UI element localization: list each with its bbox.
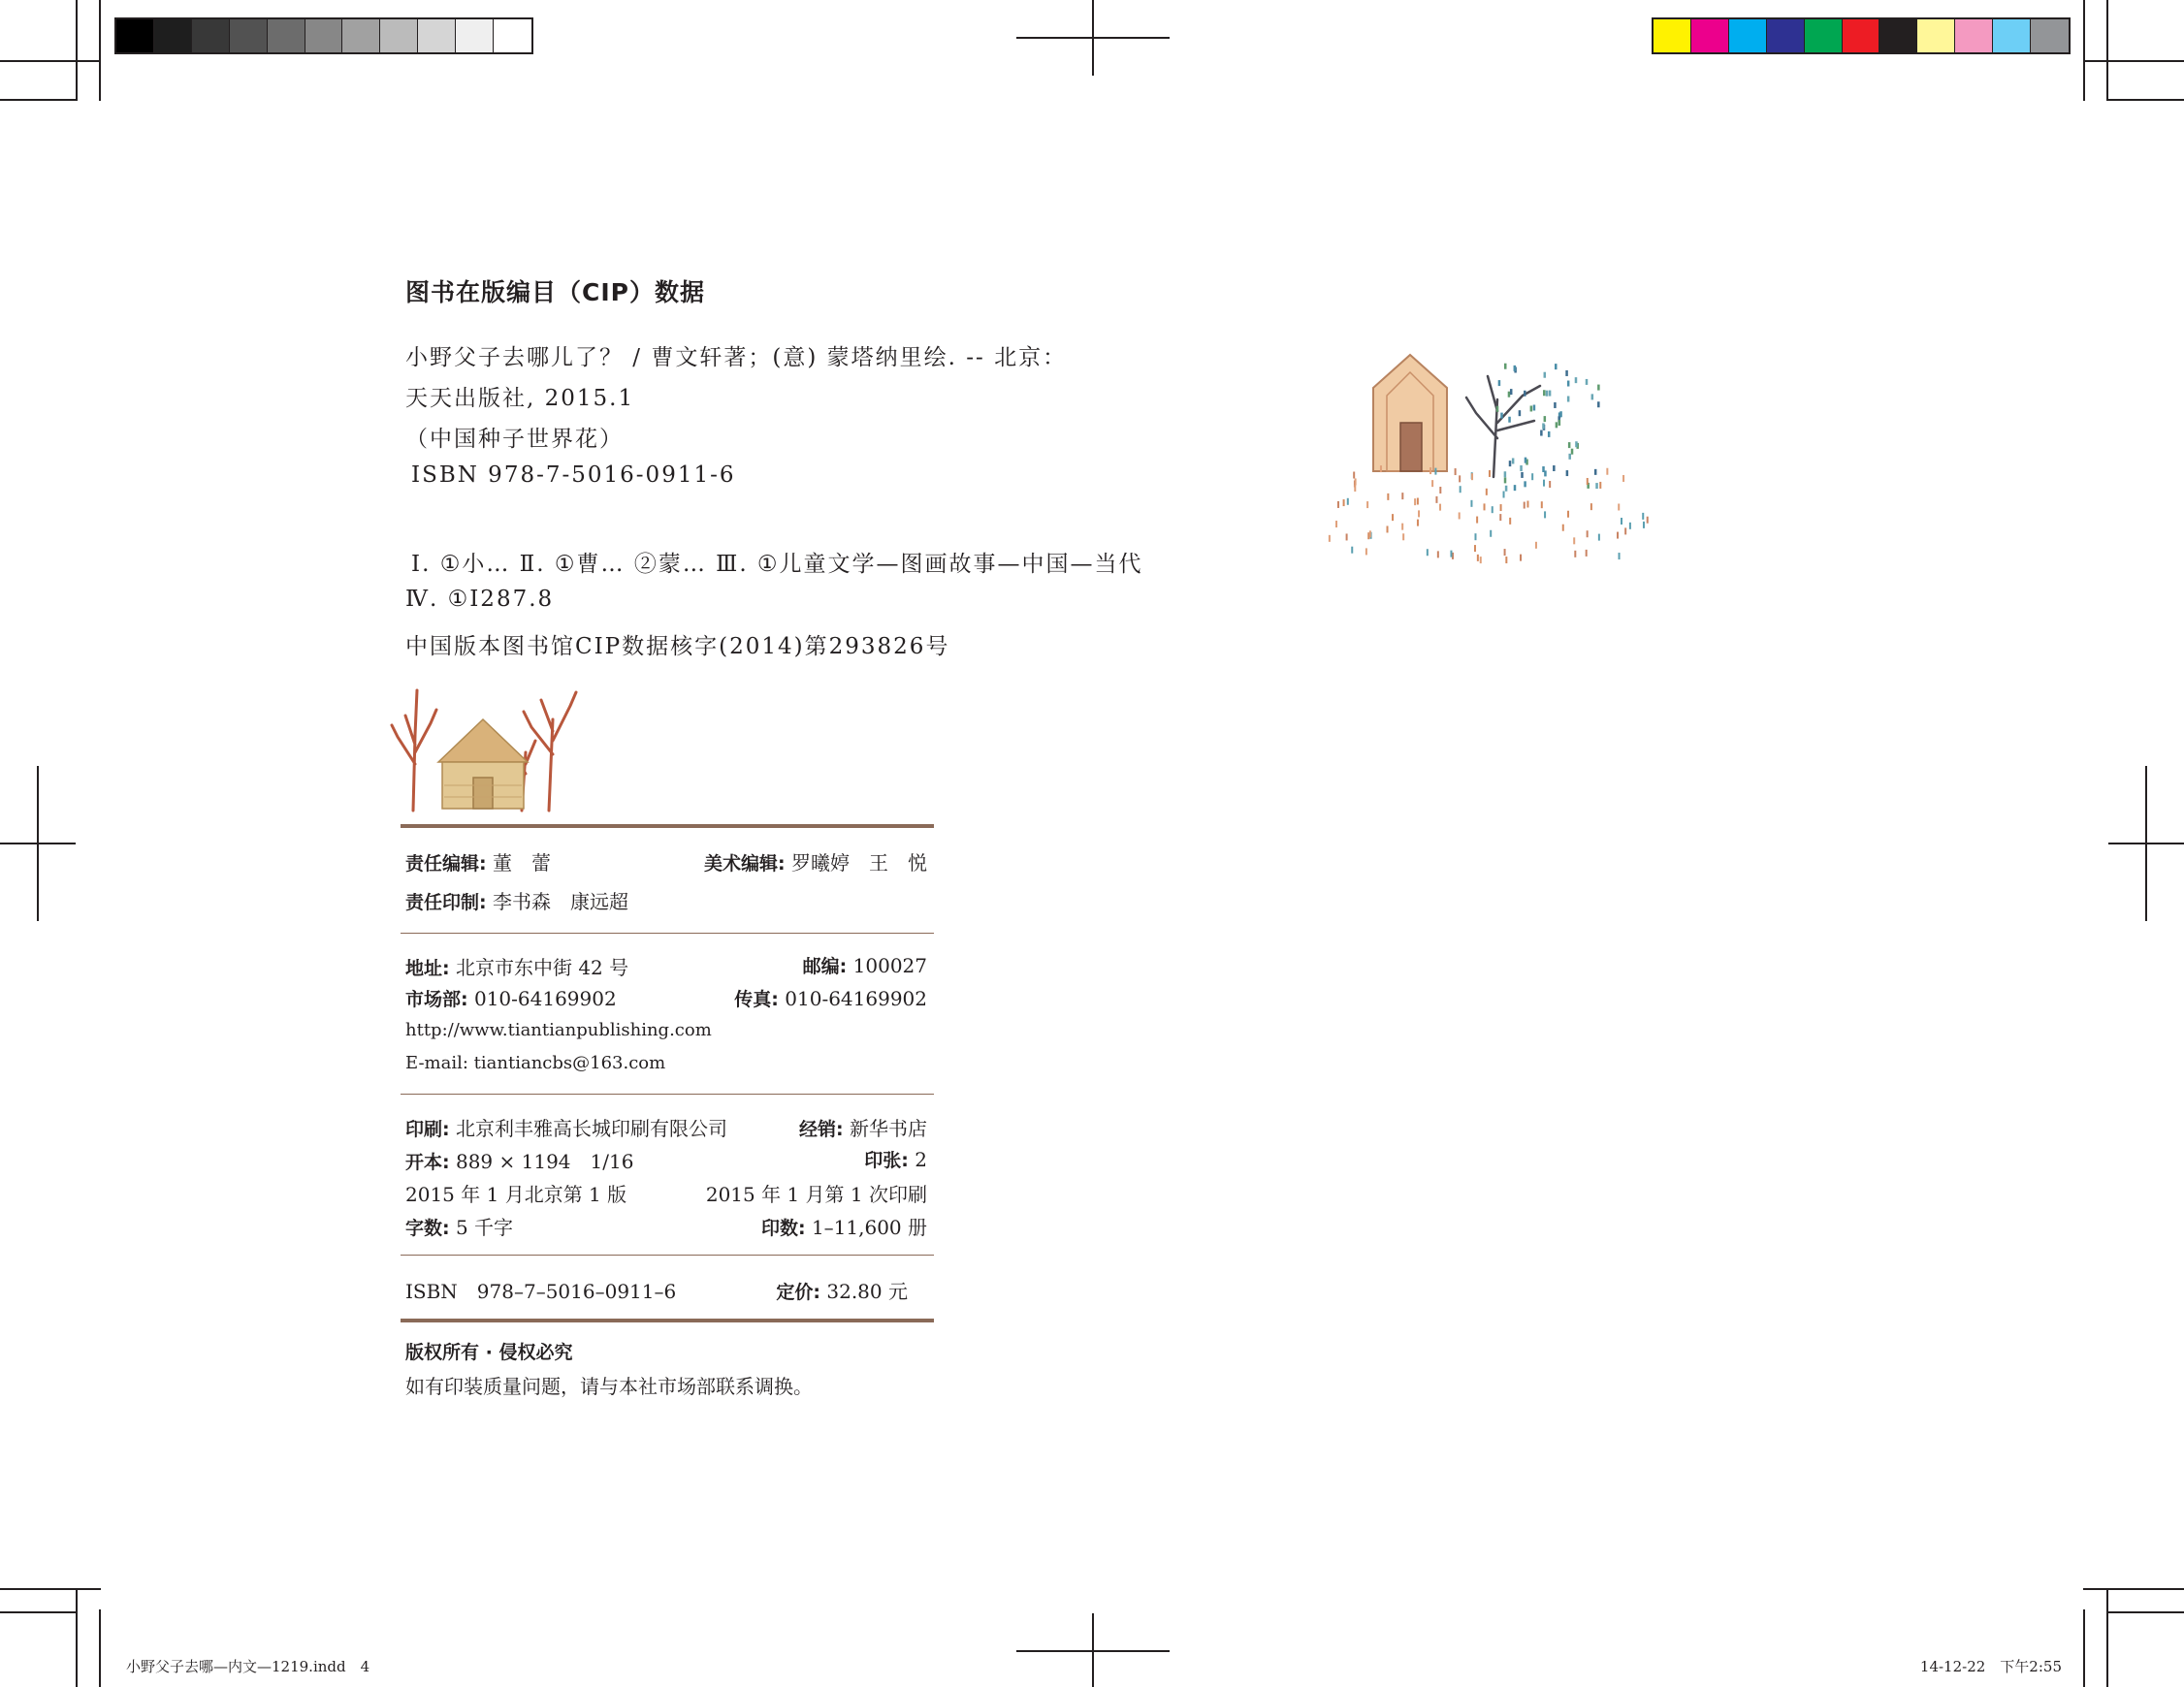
slug-file: 小野父子去哪—内文—1219.indd 4 <box>126 1658 370 1675</box>
grass-stroke <box>1450 551 1452 557</box>
format-value: 889 × 1194 1/16 <box>455 1150 634 1173</box>
address-label: 地址: <box>405 958 450 979</box>
leaf-stroke <box>1514 366 1517 371</box>
grass-stroke <box>1480 557 1482 563</box>
grass-stroke <box>1503 492 1505 498</box>
grass-stroke <box>1402 533 1404 540</box>
leaf-stroke <box>1543 390 1546 396</box>
grass-stroke <box>1524 502 1526 509</box>
grass-stroke <box>1504 549 1506 556</box>
color-swatch <box>418 19 456 52</box>
grass-stroke <box>1455 468 1457 475</box>
color-swatch <box>1805 19 1843 52</box>
grass-stroke <box>1414 498 1416 505</box>
grass-stroke <box>1618 503 1620 510</box>
leaf-stroke <box>1504 364 1507 369</box>
print-run-label: 印数: <box>760 1218 806 1239</box>
color-swatch <box>1691 19 1729 52</box>
grass-stroke <box>1606 468 1608 475</box>
grass-stroke <box>1417 520 1419 526</box>
color-swatch <box>2031 19 2069 52</box>
grass-stroke <box>1354 485 1356 492</box>
grass-stroke <box>1500 504 1502 511</box>
isbn-text: ISBN 978–7–5016–0911–6 <box>405 1280 677 1303</box>
grass-stroke <box>1437 551 1439 557</box>
leaf-stroke <box>1575 377 1578 383</box>
grass-stroke <box>1520 555 1522 561</box>
color-swatch <box>116 19 154 52</box>
grass-stroke <box>1427 549 1429 556</box>
grass-stroke <box>1629 523 1631 529</box>
grass-stroke <box>1392 514 1394 521</box>
color-swatch <box>305 19 343 52</box>
grass-stroke <box>1369 530 1371 537</box>
color-swatch <box>1917 19 1955 52</box>
grass-stroke <box>1401 524 1403 530</box>
cip-line: Ⅰ. ①小… Ⅱ. ①曹… ②蒙… Ⅲ. ①儿童文学—图画故事—中国—当代 <box>411 552 1143 577</box>
grass-stroke <box>1490 530 1492 537</box>
leaf-stroke <box>1554 402 1557 408</box>
leaf-stroke <box>1544 416 1547 422</box>
leaf-stroke <box>1546 391 1549 397</box>
grass-stroke <box>1387 525 1389 532</box>
grass-stroke <box>1337 501 1339 508</box>
leaf-stroke <box>1504 471 1507 477</box>
grass-stroke <box>1401 493 1403 499</box>
leaf-stroke <box>1549 391 1552 397</box>
grass-stroke <box>1474 533 1476 540</box>
grass-stroke <box>1587 530 1589 537</box>
grass-stroke <box>1366 501 1368 508</box>
art-editor-name: 罗曦婷 王 悦 <box>791 851 927 875</box>
grass-stroke <box>1460 486 1461 493</box>
market-label: 市场部: <box>405 989 468 1010</box>
grass-stroke <box>1587 478 1589 485</box>
leaf-stroke <box>1595 483 1598 489</box>
grass-stroke <box>1573 537 1575 544</box>
grass-stroke <box>1346 533 1348 540</box>
grass-stroke <box>1621 518 1622 525</box>
grass-stroke <box>1509 518 1511 525</box>
leaf-stroke <box>1510 389 1513 395</box>
rule-thick <box>401 1319 934 1322</box>
grass-stroke <box>1351 547 1353 554</box>
grass-stroke <box>1574 551 1576 557</box>
color-swatch <box>268 19 305 52</box>
cip-heading: 图书在版编目（CIP）数据 <box>405 278 705 306</box>
leaf-stroke <box>1544 372 1547 378</box>
grass-stroke <box>1459 475 1461 482</box>
grass-stroke <box>1505 557 1507 563</box>
grass-stroke <box>1567 511 1569 518</box>
leaf-stroke <box>1553 465 1556 471</box>
words-label: 字数: <box>405 1218 450 1239</box>
leaf-stroke <box>1498 380 1501 386</box>
art-editor-label: 美术编辑: <box>704 853 786 875</box>
grass-stroke <box>1484 503 1486 510</box>
leaf-stroke <box>1565 370 1568 376</box>
price-value: 32.80 元 <box>826 1280 908 1303</box>
grass-stroke <box>1380 465 1382 472</box>
leaf-stroke <box>1533 405 1536 411</box>
cip-line: 小野父子去哪儿了？ / 曹文轩著；(意) 蒙塔纳里绘. -- 北京： <box>405 345 1068 370</box>
sheets-label: 印张: <box>864 1150 909 1171</box>
leaf-stroke <box>1521 472 1524 478</box>
leaf-stroke <box>1555 364 1558 369</box>
cip-line: 中国版本图书馆CIP数据核字(2014)第293826号 <box>405 634 950 659</box>
address-value: 北京市东中街 42 号 <box>455 956 629 979</box>
rule-thick <box>401 824 934 828</box>
leaf-stroke <box>1558 420 1561 426</box>
grass-stroke <box>1492 506 1493 513</box>
fax-value: 010-64169902 <box>785 987 927 1010</box>
leaf-stroke <box>1568 442 1571 448</box>
leaf-stroke <box>1496 406 1499 412</box>
leaf-stroke <box>1542 423 1545 429</box>
grass-stroke <box>1598 534 1600 541</box>
rule-thin <box>401 1255 934 1256</box>
grass-stroke <box>1471 473 1473 480</box>
leaf-stroke <box>1505 486 1508 492</box>
leaf-stroke <box>1520 465 1523 471</box>
format-label: 开本: <box>405 1152 450 1173</box>
grass-stroke <box>1429 467 1431 474</box>
color-swatch <box>1654 19 1691 52</box>
grass-stroke <box>1477 555 1479 561</box>
leaf-stroke <box>1504 477 1507 483</box>
grass-stroke <box>1343 499 1345 506</box>
grass-stroke <box>1562 525 1564 531</box>
leaf-stroke <box>1514 485 1517 491</box>
grass-stroke <box>1541 501 1543 508</box>
leaf-stroke <box>1594 469 1597 475</box>
grass-stroke <box>1647 517 1649 524</box>
grass-stroke <box>1549 481 1551 488</box>
price-label: 定价: <box>776 1282 821 1303</box>
impression-text: 2015 年 1 月第 1 次印刷 <box>705 1183 927 1206</box>
color-swatch <box>342 19 380 52</box>
grass-stroke <box>1365 548 1367 555</box>
market-value: 010-64169902 <box>473 987 617 1010</box>
grass-stroke <box>1470 500 1472 507</box>
grass-stroke <box>1531 473 1533 480</box>
color-swatch <box>154 19 192 52</box>
editor-name: 董 蕾 <box>492 851 551 875</box>
leaf-stroke <box>1566 470 1569 476</box>
postcode-value: 100027 <box>852 954 927 977</box>
grass-stroke <box>1543 480 1545 487</box>
leaf-stroke <box>1556 422 1558 428</box>
leaf-stroke <box>1571 449 1574 455</box>
grass-stroke <box>1544 511 1546 518</box>
cip-line: ISBN 978-7-5016-0911-6 <box>411 462 736 488</box>
leaf-stroke <box>1508 392 1511 398</box>
barn-and-tree-illustration <box>1321 341 1666 564</box>
grass-stroke <box>1434 468 1436 475</box>
grass-stroke <box>1459 512 1461 519</box>
cip-line: Ⅳ. ①I287.8 <box>405 587 555 612</box>
rule-thin <box>401 933 934 934</box>
grass-stroke <box>1329 535 1331 542</box>
grass-stroke <box>1499 514 1501 521</box>
editor-label: 责任编辑: <box>405 853 487 875</box>
grass-stroke <box>1590 503 1592 510</box>
color-swatch <box>456 19 494 52</box>
leaf-stroke <box>1559 411 1562 417</box>
leaf-stroke <box>1525 458 1527 463</box>
grass-stroke <box>1643 522 1645 528</box>
grass-stroke <box>1439 487 1441 493</box>
grass-stroke <box>1439 504 1441 511</box>
grass-stroke <box>1474 545 1476 552</box>
grass-stroke <box>1435 496 1437 503</box>
leaf-stroke <box>1500 413 1503 419</box>
house-with-trees-illustration <box>386 677 590 812</box>
grass-stroke <box>1347 498 1349 505</box>
print-supervisor-name: 李书森 康远超 <box>492 890 628 913</box>
grass-stroke <box>1387 493 1389 500</box>
grass-stroke <box>1586 550 1588 557</box>
distributor-label: 经销: <box>799 1119 844 1140</box>
grass-stroke <box>1622 475 1624 482</box>
email-text: E-mail: tiantiancbs@163.com <box>405 1053 666 1073</box>
color-swatch <box>1955 19 1993 52</box>
grass-stroke <box>1417 498 1419 505</box>
website-text: http://www.tiantianpublishing.com <box>405 1020 712 1040</box>
color-swatch <box>494 19 531 52</box>
sheets-value: 2 <box>915 1148 927 1171</box>
color-swatch <box>1729 19 1767 52</box>
grass-stroke <box>1486 489 1488 495</box>
color-swatch <box>380 19 418 52</box>
grass-stroke <box>1431 480 1433 487</box>
distributor-value: 新华书店 <box>850 1117 927 1140</box>
edition-text: 2015 年 1 月北京第 1 版 <box>405 1183 627 1206</box>
cip-line: 天天出版社, 2015.1 <box>405 386 635 411</box>
leaf-stroke <box>1567 397 1570 402</box>
grass-stroke <box>1619 553 1621 559</box>
rights-title: 版权所有 · 侵权必究 <box>405 1342 573 1363</box>
leaf-stroke <box>1597 401 1600 407</box>
color-swatch <box>1843 19 1880 52</box>
words-value: 5 千字 <box>455 1216 514 1239</box>
leaf-stroke <box>1591 394 1594 399</box>
printer-value: 北京利丰雅高长城印刷有限公司 <box>455 1117 727 1140</box>
leaf-stroke <box>1512 458 1515 463</box>
leaf-stroke <box>1544 470 1547 476</box>
grass-stroke <box>1489 470 1491 477</box>
leaf-stroke <box>1530 405 1533 411</box>
grass-stroke <box>1599 482 1601 489</box>
leaf-stroke <box>1575 441 1578 447</box>
color-swatch <box>1993 19 2031 52</box>
leaf-stroke <box>1568 454 1571 460</box>
grass-stroke <box>1624 527 1626 534</box>
postcode-label: 邮编: <box>802 956 848 977</box>
rights-note: 如有印装质量问题，请与本社市场部联系调换。 <box>405 1375 813 1398</box>
leaf-stroke <box>1586 379 1589 385</box>
cip-line: （中国种子世界花） <box>405 427 624 452</box>
leaf-stroke <box>1524 481 1526 487</box>
grass-stroke <box>1476 517 1478 524</box>
grayscale-color-bar <box>114 17 533 54</box>
print-run-value: 1–11,600 册 <box>811 1216 927 1239</box>
leaf-stroke <box>1519 410 1522 416</box>
fax-label: 传真: <box>734 989 779 1010</box>
color-swatch <box>1879 19 1917 52</box>
color-swatch <box>192 19 230 52</box>
print-supervisor-label: 责任印制: <box>405 892 487 913</box>
slug-timestamp: 14-12-22 下午2:55 <box>1919 1658 2062 1675</box>
color-swatch <box>230 19 268 52</box>
grass-stroke <box>1617 532 1619 539</box>
leaf-stroke <box>1509 461 1512 466</box>
leaf-stroke <box>1508 417 1511 423</box>
grass-stroke <box>1642 513 1644 520</box>
grass-stroke <box>1335 521 1337 527</box>
color-swatch <box>1767 19 1805 52</box>
leaf-stroke <box>1597 385 1600 391</box>
grass-stroke <box>1418 510 1420 517</box>
grass-stroke <box>1355 478 1357 485</box>
rule-thin <box>401 1094 934 1095</box>
leaf-stroke <box>1548 431 1551 437</box>
leaf-stroke <box>1567 381 1570 387</box>
leaf-stroke <box>1524 391 1526 397</box>
grass-stroke <box>1535 542 1537 549</box>
grass-stroke <box>1353 471 1355 478</box>
leaf-stroke <box>1540 430 1543 436</box>
grass-stroke <box>1526 501 1528 508</box>
printer-label: 印刷: <box>405 1119 450 1140</box>
process-color-bar <box>1652 17 2071 54</box>
